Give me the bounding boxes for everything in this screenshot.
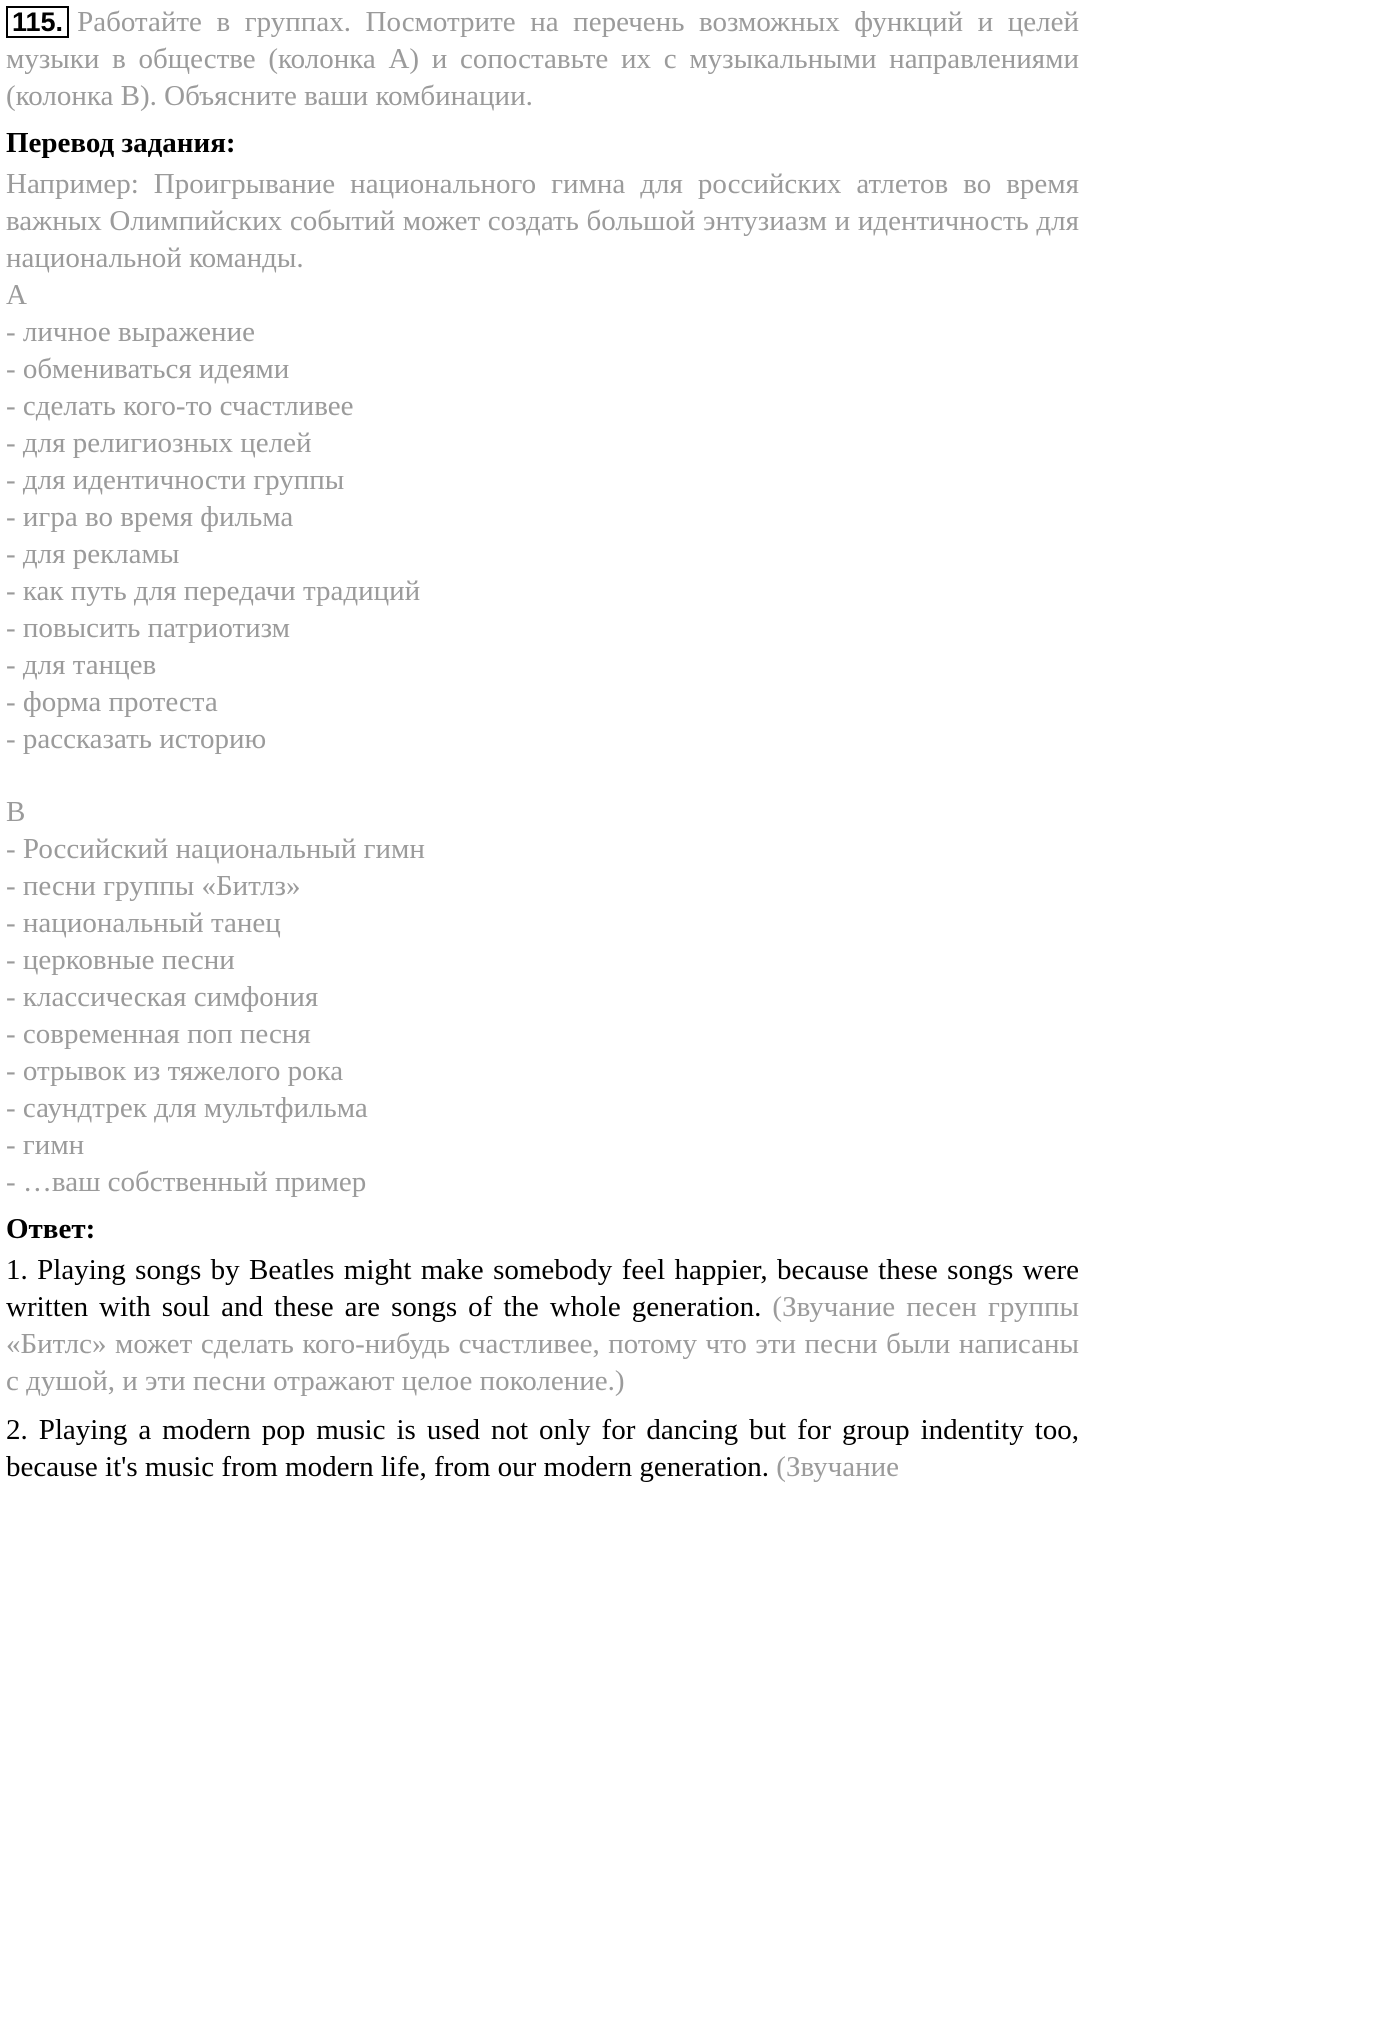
task-number: 115. [6,6,69,38]
column-a-item: - рассказать историю [6,723,267,755]
answer-item [6,1252,1079,1400]
task-instruction: Работайте в группах. Посмотрите на перечень возможных функций и целей музыки в обществе (колонка А) и сопоставьте их с музыкальными направлениями (колонка В). Объясните ваши комбинации. [6,6,1079,112]
translation-example: Например: Проигрывание национального гимна для российских атлетов во время важных Олимпийских событий может создать большой энтузиазм и идентичность для национальной команды. [6,168,1079,274]
column-a-item: - для танцев [6,649,157,681]
column-a-item: - сделать кого-то счастливее [6,390,354,422]
column-a-item: - обмениваться идеями [6,353,290,385]
column-b-item: - саундтрек для мультфильма [6,1092,368,1124]
column-a-item: - для идентичности группы [6,464,345,496]
spacer [6,758,1079,794]
column-b-item: - песни группы «Битлз» [6,870,301,902]
column-b-item: - гимн [6,1129,85,1161]
column-a-item: - повысить патриотизм [6,612,291,644]
column-a-item: - для религиозных целей [6,427,312,459]
column-a-item: - как путь для передачи традиций [6,575,421,607]
column-a-item: - форма протеста [6,686,218,718]
answer-russian: (Звучание песен группы «Битлс» может сделать кого-нибудь счастливее, потому что эти песни были написаны с душой, и эти песни отражают целое поколение.) [6,1291,1079,1397]
column-b-item: - отрывок из тяжелого рока [6,1055,344,1087]
column-b-item: - национальный танец [6,907,281,939]
translation-heading: Перевод задания: [6,127,236,159]
column-b-list [6,831,1079,1201]
column-b-item: - Российский национальный гимн [6,833,425,865]
task-header [6,4,1079,115]
answer-russian: (Звучание [776,1451,900,1483]
answer-item [6,1412,1079,1486]
answer-heading: Ответ: [6,1213,96,1245]
column-b-item: - церковные песни [6,944,235,976]
column-a-list [6,314,1079,758]
column-a-item: - для рекламы [6,538,180,570]
column-a-label: А [6,279,27,311]
answer-english: 1. Playing songs by Beatles might make somebody feel happier, because these songs were written with soul and these are songs of the whole generation. [6,1254,1079,1323]
column-b-item: - классическая симфония [6,981,319,1013]
page [6,4,1079,1486]
column-a-item: - игра во время фильма [6,501,294,533]
column-b-item: - современная поп песня [6,1018,311,1050]
answer-english: 2. Playing a modern pop music is used not only for dancing but for group indentity too, because it's music from modern life, from our modern generation. [6,1414,1079,1483]
column-a-item: - личное выражение [6,316,255,348]
column-b-label: В [6,796,26,828]
column-b-item: - …ваш собственный пример [6,1166,367,1198]
